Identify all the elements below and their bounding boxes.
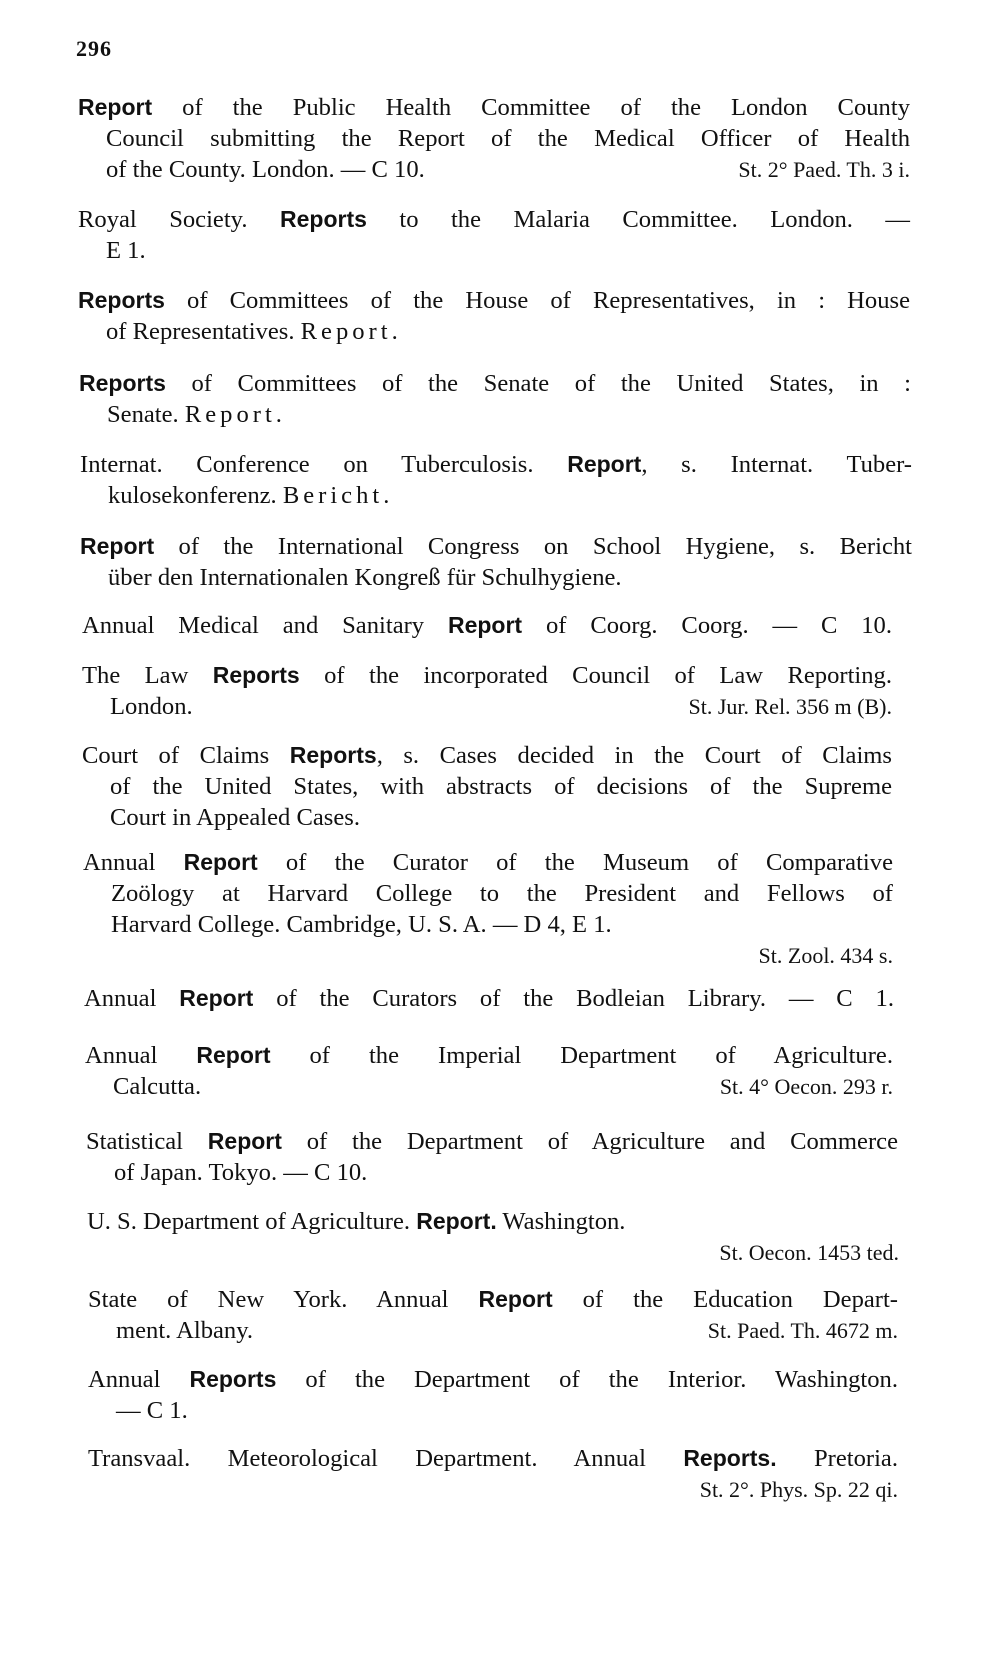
keyword: Report xyxy=(196,1042,271,1068)
keyword: Report xyxy=(478,1286,553,1312)
keyword: Report xyxy=(207,1128,282,1154)
entry-school-hygiene: Report of the International Congress on School Hygiene, s. Bericht über den Internationalen Kongreß für Schulhygiene. xyxy=(80,533,912,591)
shelf-mark: St. 4° Oecon. 293 r. xyxy=(719,1074,893,1099)
keyword: Report xyxy=(447,612,523,638)
entry-japan-statistical: Statistical Report of the Department of Agriculture and Commerce of Japan. Tokyo. — C 10. xyxy=(86,1128,898,1186)
entry-imperial-agriculture: Annual Report of the Imperial Department of Agriculture. Calcutta. St. 4° Oecon. 293 r. xyxy=(85,1042,893,1100)
keyword: Reports xyxy=(189,1366,277,1392)
entry-transvaal-meteorological: Transvaal. Meteorological Department. Annual Reports. Pretoria. St. 2°. Phys. Sp. 22 qi. xyxy=(88,1443,898,1505)
entry-new-york-education: State of New York. Annual Report of the Education Depart- ment. Albany. St. Paed. Th. 4672 m. xyxy=(88,1286,898,1344)
keyword: Reports xyxy=(212,662,300,688)
keyword: Reports xyxy=(79,370,166,396)
entry-harvard-museum: Annual Report of the Curator of the Museum of Comparative Zoölogy at Harvard College to the President and Fellows of Harvard College. Cambridge, U. S. A. — D 4, E 1. St. Zool. 434 s. xyxy=(83,847,893,971)
entry-law-reports: The Law Reports of the incorporated Council of Law Reporting. London. St. Jur. Rel. 356 m (B). xyxy=(82,662,892,720)
entry-senate: Reports of Committees of the Senate of the United States, in : Senate. Report. xyxy=(79,370,911,428)
entry-tuberculosis-conference: Internat. Conference on Tuberculosis. Report, s. Internat. Tuber- kulosekonferenz. Bericht. xyxy=(80,451,912,509)
keyword: Report xyxy=(179,985,254,1011)
keyword: Report xyxy=(567,451,642,477)
keyword: Report xyxy=(183,849,258,875)
entry-court-of-claims: Court of Claims Reports, s. Cases decided in the Court of Claims of the United States, with abstracts of decisions of the Supreme Court in Appealed Cases. xyxy=(82,742,892,831)
keyword: Report xyxy=(80,533,155,559)
entry-department-interior: Annual Reports of the Department of the Interior. Washington. — C 1. xyxy=(88,1366,898,1424)
shelf-mark: St. 2°. Phys. Sp. 22 qi. xyxy=(699,1477,898,1502)
shelf-mark: St. Zool. 434 s. xyxy=(758,943,893,968)
keyword: Reports xyxy=(78,287,165,313)
shelf-mark: St. Paed. Th. 4672 m. xyxy=(707,1318,898,1343)
shelf-mark: St. Jur. Rel. 356 m (B). xyxy=(688,694,892,719)
shelf-mark: St. Oecon. 1453 ted. xyxy=(719,1240,899,1265)
keyword: Reports. xyxy=(683,1445,777,1471)
keyword: Report. xyxy=(416,1208,497,1234)
entry-bodleian-library: Annual Report of the Curators of the Bodleian Library. — C 1. xyxy=(84,985,894,1012)
entry-royal-society: Royal Society. Reports to the Malaria Committee. London. — E 1. xyxy=(78,206,910,264)
entry-public-health-committee: Report of the Public Health Committee of the London County Council submitting the Report of the Medical Officer of Health of the County. London. — C 10. St. 2° Paed. Th. 3 i. xyxy=(78,94,910,183)
keyword: Reports xyxy=(280,206,367,232)
entry-coorg: Annual Medical and Sanitary Report of Coorg. Coorg. — C 10. xyxy=(82,612,893,639)
keyword: Reports xyxy=(289,742,377,768)
entry-us-agriculture: U. S. Department of Agriculture. Report. Washington. St. Oecon. 1453 ted. xyxy=(87,1206,899,1268)
keyword: Report xyxy=(78,94,153,120)
entry-house-of-representatives: Reports of Committees of the House of Representatives, in : House of Representatives. Report. xyxy=(78,287,910,345)
shelf-mark: St. 2° Paed. Th. 3 i. xyxy=(738,157,910,182)
page-number: 296 xyxy=(76,36,112,61)
